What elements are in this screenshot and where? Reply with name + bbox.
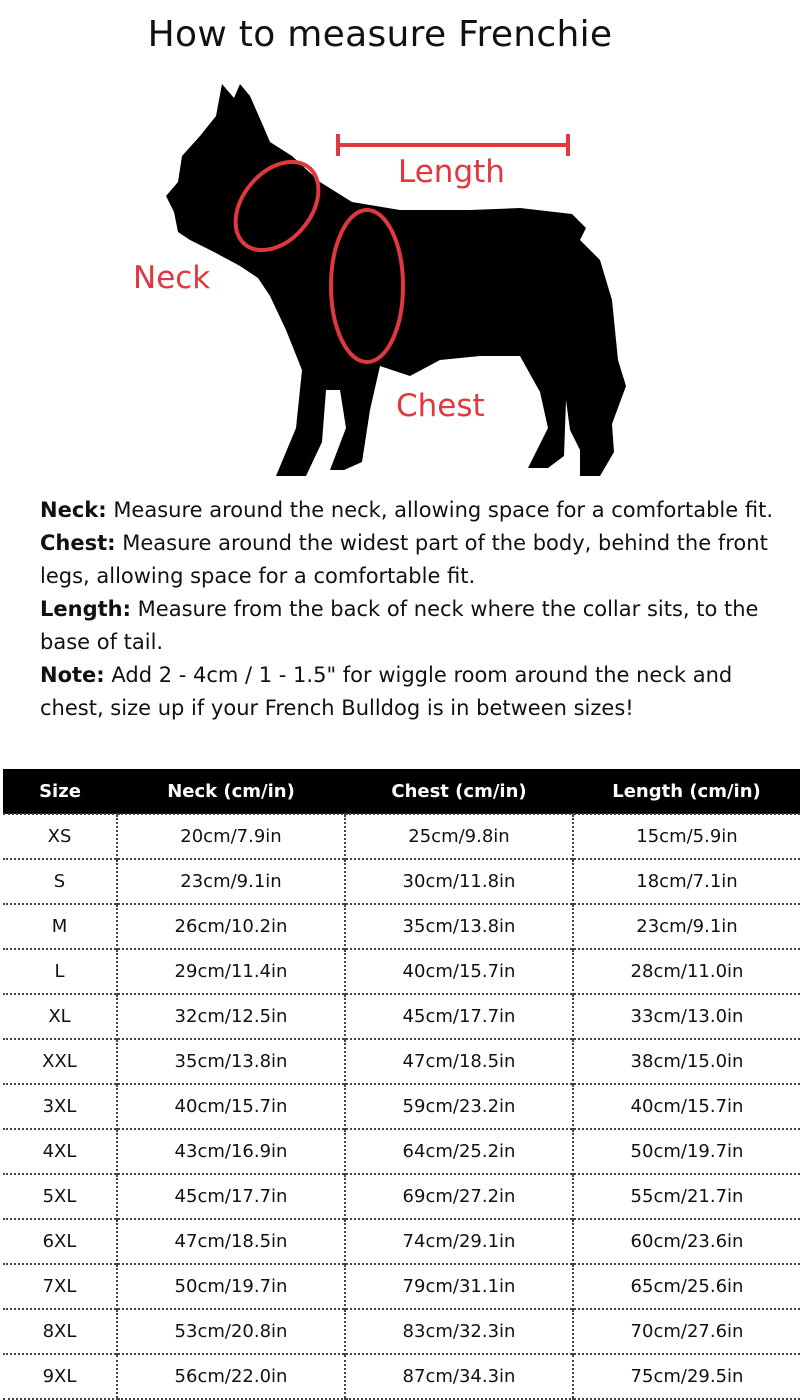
size-cell: 3XL [3, 1084, 117, 1129]
length-measure-line [338, 134, 568, 156]
length-cell: 55cm/21.7in [573, 1174, 800, 1219]
size-cell: XL [3, 994, 117, 1039]
length-label: Length [398, 154, 505, 190]
table-row [3, 1129, 800, 1174]
header-neck: Neck (cm/in) [117, 769, 345, 814]
chest-cell: 59cm/23.2in [345, 1084, 573, 1129]
size-cell: 7XL [3, 1264, 117, 1309]
page-title: How to measure Frenchie [147, 14, 613, 55]
header-length: Length (cm/in) [573, 769, 800, 814]
chest-cell: 47cm/18.5in [345, 1039, 573, 1084]
instruction-term: Length: [40, 597, 131, 621]
neck-cell: 43cm/16.9in [117, 1129, 345, 1174]
length-cell: 23cm/9.1in [573, 904, 800, 949]
frenchie-illustration [0, 70, 800, 490]
size-cell: XXL [3, 1039, 117, 1084]
size-chart-table [3, 769, 800, 1400]
instruction-note [40, 659, 780, 725]
measurement-instructions [40, 494, 780, 725]
instruction-text: Measure from the back of neck where the collar sits, to the base of tail. [40, 597, 759, 654]
chest-cell: 64cm/25.2in [345, 1129, 573, 1174]
table-row [3, 1039, 800, 1084]
instruction-term: Neck: [40, 498, 107, 522]
instruction-neck [40, 494, 780, 527]
table-row [3, 859, 800, 904]
size-cell: XS [3, 814, 117, 859]
chest-cell: 25cm/9.8in [345, 814, 573, 859]
length-cell: 38cm/15.0in [573, 1039, 800, 1084]
neck-cell: 40cm/15.7in [117, 1084, 345, 1129]
instruction-text: Add 2 - 4cm / 1 - 1.5" for wiggle room around the neck and chest, size up if your French Bulldog is in between sizes! [40, 663, 733, 720]
chest-label: Chest [396, 388, 485, 424]
length-cell: 75cm/29.5in [573, 1354, 800, 1399]
neck-cell: 47cm/18.5in [117, 1219, 345, 1264]
neck-cell: 53cm/20.8in [117, 1309, 345, 1354]
size-cell: 6XL [3, 1219, 117, 1264]
table-row [3, 1354, 800, 1399]
chest-cell: 87cm/34.3in [345, 1354, 573, 1399]
neck-cell: 23cm/9.1in [117, 859, 345, 904]
length-cell: 18cm/7.1in [573, 859, 800, 904]
neck-cell: 20cm/7.9in [117, 814, 345, 859]
table-row [3, 994, 800, 1039]
header-chest: Chest (cm/in) [345, 769, 573, 814]
table-row [3, 1264, 800, 1309]
instruction-term: Note: [40, 663, 105, 687]
size-cell: 9XL [3, 1354, 117, 1399]
length-cell: 60cm/23.6in [573, 1219, 800, 1264]
length-cell: 50cm/19.7in [573, 1129, 800, 1174]
size-cell: 5XL [3, 1174, 117, 1219]
table-row [3, 1309, 800, 1354]
length-cell: 40cm/15.7in [573, 1084, 800, 1129]
chest-cell: 45cm/17.7in [345, 994, 573, 1039]
chest-cell: 79cm/31.1in [345, 1264, 573, 1309]
table-row [3, 949, 800, 994]
chest-cell: 30cm/11.8in [345, 859, 573, 904]
neck-cell: 35cm/13.8in [117, 1039, 345, 1084]
table-row [3, 1219, 800, 1264]
neck-cell: 29cm/11.4in [117, 949, 345, 994]
instruction-term: Chest: [40, 531, 116, 555]
size-cell: 8XL [3, 1309, 117, 1354]
instruction-length [40, 593, 780, 659]
table-row [3, 814, 800, 859]
neck-cell: 45cm/17.7in [117, 1174, 345, 1219]
size-cell: M [3, 904, 117, 949]
size-cell: L [3, 949, 117, 994]
neck-cell: 50cm/19.7in [117, 1264, 345, 1309]
chest-cell: 40cm/15.7in [345, 949, 573, 994]
table-header-row [3, 769, 800, 814]
chest-cell: 74cm/29.1in [345, 1219, 573, 1264]
size-cell: 4XL [3, 1129, 117, 1174]
chest-cell: 69cm/27.2in [345, 1174, 573, 1219]
header-size: Size [3, 769, 117, 814]
length-cell: 65cm/25.6in [573, 1264, 800, 1309]
chest-cell: 35cm/13.8in [345, 904, 573, 949]
length-cell: 28cm/11.0in [573, 949, 800, 994]
neck-cell: 56cm/22.0in [117, 1354, 345, 1399]
length-cell: 15cm/5.9in [573, 814, 800, 859]
table-row [3, 1084, 800, 1129]
chest-cell: 83cm/32.3in [345, 1309, 573, 1354]
size-cell: S [3, 859, 117, 904]
neck-cell: 32cm/12.5in [117, 994, 345, 1039]
table-row [3, 904, 800, 949]
neck-label: Neck [133, 260, 211, 296]
neck-cell: 26cm/10.2in [117, 904, 345, 949]
instruction-text: Measure around the neck, allowing space for a comfortable fit. [106, 498, 773, 522]
instruction-chest [40, 527, 780, 593]
length-cell: 33cm/13.0in [573, 994, 800, 1039]
table-row [3, 1174, 800, 1219]
instruction-text: Measure around the widest part of the body, behind the front legs, allowing space for a comfortable fit. [40, 531, 768, 588]
length-cell: 70cm/27.6in [573, 1309, 800, 1354]
dog-silhouette-graphic [0, 70, 800, 490]
